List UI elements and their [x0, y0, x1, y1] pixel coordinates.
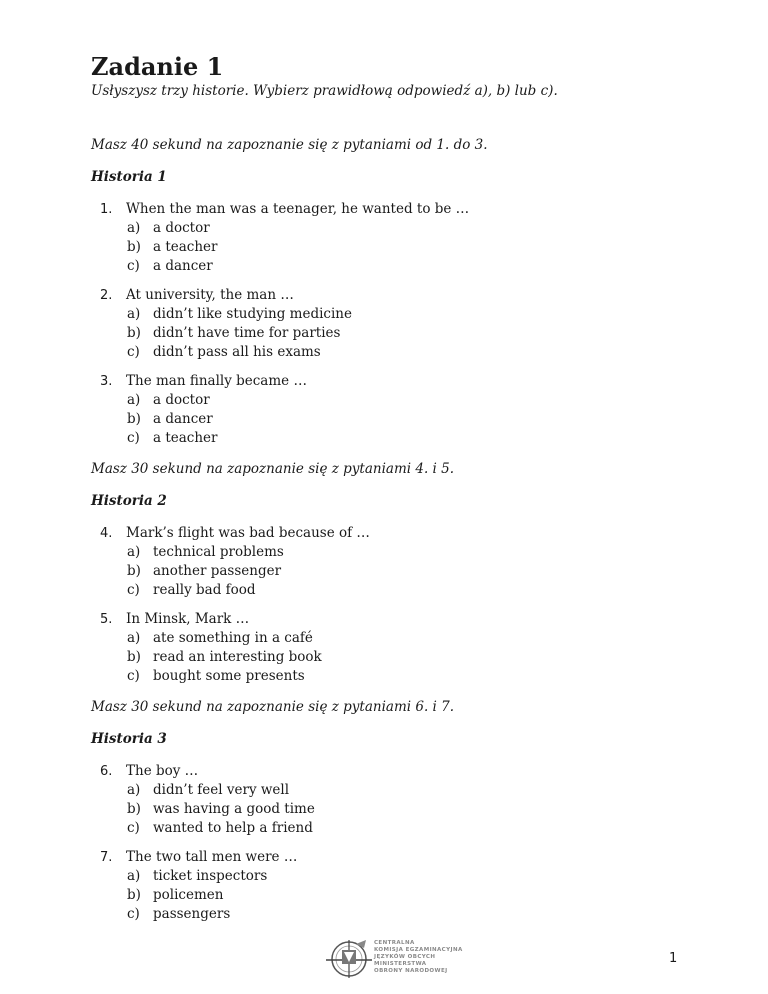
answer-option [126, 867, 711, 886]
option-text: ate something in a café [153, 630, 313, 646]
answer-options [126, 219, 711, 276]
answer-option [126, 629, 711, 648]
question-item [91, 372, 711, 448]
question-number: 3. [100, 374, 113, 389]
answer-option [126, 562, 711, 581]
option-text: a dancer [153, 411, 213, 427]
option-text: passengers [153, 906, 231, 922]
task-instruction: Usłyszysz trzy historie. Wybierz prawidłową odpowiedź a), b) lub c). [91, 83, 558, 99]
answer-option [126, 305, 711, 324]
answer-option [126, 410, 711, 429]
question-list [91, 762, 711, 924]
option-letter: a) [127, 220, 141, 236]
time-note: Masz 30 sekund na zapoznanie się z pytaniami 6. i 7. [91, 699, 455, 715]
question-item [91, 762, 711, 838]
document-page [91, 52, 711, 924]
option-text: a teacher [153, 239, 218, 255]
question-item [91, 524, 711, 600]
page-number: 1 [669, 951, 678, 966]
story-title: Historia 2 [91, 493, 167, 509]
stories-container [91, 136, 711, 924]
question-item [91, 848, 711, 924]
question-number: 7. [100, 850, 113, 865]
question-number: 2. [100, 288, 113, 303]
answer-option [126, 905, 711, 924]
option-text: didn’t feel very well [153, 782, 290, 798]
question-text: Mark’s flight was bad because of … [126, 525, 370, 541]
option-text: ticket inspectors [153, 868, 268, 884]
option-letter: c) [127, 258, 140, 274]
option-letter: c) [127, 820, 140, 836]
option-text: a dancer [153, 258, 213, 274]
answer-option [126, 648, 711, 667]
option-text: bought some presents [153, 668, 305, 684]
answer-option [126, 257, 711, 276]
option-letter: c) [127, 668, 140, 684]
option-letter: a) [127, 392, 141, 408]
time-note: Masz 40 sekund na zapoznanie się z pytaniami od 1. do 3. [91, 137, 488, 153]
answer-option [126, 581, 711, 600]
answer-option [126, 886, 711, 905]
answer-options [126, 781, 711, 838]
question-text: The two tall men were … [126, 849, 298, 865]
option-letter: b) [127, 801, 141, 817]
option-letter: a) [127, 630, 141, 646]
question-item [91, 286, 711, 362]
option-text: a doctor [153, 392, 210, 408]
story-title: Historia 1 [91, 169, 167, 185]
option-letter: b) [127, 325, 141, 341]
answer-options [126, 391, 711, 448]
question-item [91, 200, 711, 276]
option-letter: c) [127, 582, 140, 598]
emblem-icon [326, 938, 372, 978]
answer-option [126, 324, 711, 343]
option-text: didn’t have time for parties [153, 325, 341, 341]
answer-option [126, 238, 711, 257]
option-letter: b) [127, 239, 141, 255]
option-letter: a) [127, 306, 141, 322]
question-number: 4. [100, 526, 113, 541]
time-note: Masz 30 sekund na zapoznanie się z pytaniami 4. i 5. [91, 461, 455, 477]
option-text: policemen [153, 887, 224, 903]
option-letter: b) [127, 649, 141, 665]
option-letter: a) [127, 868, 141, 884]
page-title: Zadanie 1 [91, 52, 224, 81]
answer-option [126, 667, 711, 686]
answer-option [126, 391, 711, 410]
answer-options [126, 305, 711, 362]
option-text: another passenger [153, 563, 282, 579]
answer-options [126, 629, 711, 686]
option-letter: a) [127, 782, 141, 798]
logo-text: CENTRALNA KOMISJA EGZAMINACYJNA JĘZYKÓW OBCYCH MINISTERSTWA OBRONY NARODOWEJ [374, 940, 463, 974]
question-list [91, 524, 711, 686]
option-text: really bad food [153, 582, 256, 598]
option-text: a teacher [153, 430, 218, 446]
option-text: technical problems [153, 544, 284, 560]
answer-option [126, 781, 711, 800]
option-letter: c) [127, 906, 140, 922]
answer-option [126, 343, 711, 362]
answer-options [126, 543, 711, 600]
option-text: wanted to help a friend [153, 820, 313, 836]
question-text: The man finally became … [126, 373, 307, 389]
question-number: 6. [100, 764, 113, 779]
answer-option [126, 219, 711, 238]
answer-option [126, 543, 711, 562]
question-text: In Minsk, Mark … [126, 611, 250, 627]
answer-option [126, 819, 711, 838]
option-letter: c) [127, 344, 140, 360]
question-text: The boy … [126, 763, 199, 779]
option-letter: b) [127, 887, 141, 903]
option-letter: c) [127, 430, 140, 446]
option-text: didn’t pass all his exams [153, 344, 321, 360]
institution-logo [326, 938, 466, 978]
option-text: a doctor [153, 220, 210, 236]
question-number: 1. [100, 202, 113, 217]
question-text: At university, the man … [126, 287, 294, 303]
option-letter: a) [127, 544, 141, 560]
option-text: was having a good time [153, 801, 315, 817]
question-item [91, 610, 711, 686]
option-text: read an interesting book [153, 649, 322, 665]
answer-options [126, 867, 711, 924]
story-title: Historia 3 [91, 731, 167, 747]
question-text: When the man was a teenager, he wanted to be … [126, 201, 470, 217]
answer-option [126, 429, 711, 448]
option-letter: b) [127, 563, 141, 579]
option-letter: b) [127, 411, 141, 427]
answer-option [126, 800, 711, 819]
option-text: didn’t like studying medicine [153, 306, 352, 322]
question-number: 5. [100, 612, 113, 627]
question-list [91, 200, 711, 448]
